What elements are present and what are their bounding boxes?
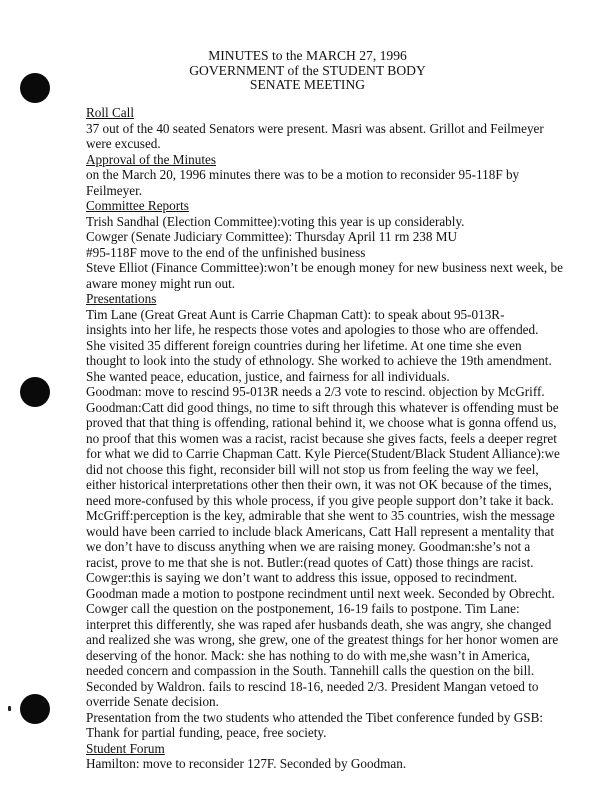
body-line: 37 out of the 40 seated Senators were present. Masri was absent. Grillot and Feilmeyer <box>86 120 544 136</box>
body-line: insights into her life, he respects those votes and apologies to those who are offended. <box>86 322 539 337</box>
body-line: need more-confused by this whole process, if you give people support don’t take it back. <box>86 492 554 508</box>
title-line-3: SENATE MEETING <box>249 77 366 92</box>
body-line: no proof that this women was a racist, racist because she gives facts, feels a deeper regret <box>86 430 557 446</box>
body-line: would have been carried to include black Americans, Catt Hall represent a mentality that <box>86 523 554 539</box>
body-line: on the March 20, 1996 minutes there was to be a motion to reconsider 95-118F by <box>86 167 520 182</box>
body-line: aware money might run out. <box>86 275 236 291</box>
body-line: She visited 35 different foreign countries during her lifetime. At one time she even <box>86 337 522 353</box>
body-line: Goodman made a motion to postpone recindment until next week. Seconded by Obrecht. <box>86 585 555 601</box>
binder-hole-middle <box>20 377 50 407</box>
body-line: She wanted peace, education, justice, and fairness for all individuals. <box>86 368 450 384</box>
body-line: either historical interpretations other then their own, it was not OK because of the times, <box>86 477 552 492</box>
section-heading: Committee Reports <box>86 198 189 213</box>
binder-hole-bottom <box>20 694 50 724</box>
body-line: were excused. <box>86 136 161 151</box>
minutes-body <box>86 105 606 772</box>
body-line: Goodman:Catt did good things, no time to sift through this whatever is offending must be <box>86 399 559 415</box>
body-line: Feilmeyer. <box>86 182 143 198</box>
body-line: Steve Elliot (Finance Committee):won’t be enough money for new business next week, be <box>86 260 563 275</box>
body-line: override Senate decision. <box>86 694 219 709</box>
body-line: Tim Lane (Great Great Aunt is Carrie Chapman Catt): to speak about 95-013R- <box>86 306 505 322</box>
section-heading: Roll Call <box>86 105 134 120</box>
body-line: deserving of the honor. Mack: she has nothing to do with me,she wasn’t in America, <box>86 647 531 663</box>
body-line: interpret this differently, she was raped afer husbands death, she was angry, she changed <box>86 616 552 632</box>
title-line-2: GOVERNMENT of the STUDENT BODY <box>189 62 426 78</box>
body-line: needed concern and compassion in the South. Tannehill calls the question on the bill. <box>86 663 535 678</box>
body-line: Hamilton: move to reconsider 127F. Seconded by Goodman. <box>86 756 407 771</box>
scan-mark <box>8 706 11 711</box>
body-line: Cowger call the question on the postponement, 16-19 fails to postpone. Tim Lane: <box>86 601 520 616</box>
body-line: for what we did to Carrie Chapman Catt. Kyle Pierce(Student/Black Student Alliance):we <box>86 446 560 461</box>
body-line: Seconded by Waldron. fails to rescind 18-16, needed 2/3. President Mangan vetoed to <box>86 678 539 694</box>
body-line: proved that that thing is offending, rational behind it, we choose what is gonna offend us, <box>86 415 557 430</box>
body-line: thought to look into the study of ethnology. She worked to achieve the 19th amendment. <box>86 353 552 368</box>
title-line-1: MINUTES to the MARCH 27, 1996 <box>208 48 407 63</box>
body-line: Thank for partial funding, peace, free society. <box>86 725 327 740</box>
document-title <box>0 49 615 93</box>
body-line: #95-118F move to the end of the unfinished business <box>86 244 366 260</box>
body-line: Cowger (Senate Judiciary Committee): Thursday April 11 rm 238 MU <box>86 229 458 244</box>
body-line: McGriff:perception is the key, admirable that she went to 35 countries, wish the message <box>86 508 555 523</box>
section-heading: Approval of the Minutes <box>86 151 217 167</box>
section-heading: Presentations <box>86 291 157 306</box>
body-line: and realized she was wrong, she grew, one of the greatest things for her honor women are <box>86 632 559 647</box>
body-line: Presentation from the two students who attended the Tibet conference funded by GSB: <box>86 709 544 725</box>
body-line: Cowger:this is saying we don’t want to address this issue, opposed to recindment. <box>86 570 518 585</box>
section-heading: Student Forum <box>86 740 165 756</box>
body-line: Trish Sandhal (Election Committee):voting this year is up considerably. <box>86 213 465 229</box>
body-line: did not choose this fight, reconsider bill will not stop us from feeling the way we feel, <box>86 461 539 477</box>
body-line: Goodman: move to rescind 95-013R needs a 2/3 vote to rescind. objection by McGriff. <box>86 384 545 399</box>
body-line: racist, prove to me that she is not. Butler:(read quotes of Catt) those things are racist. <box>86 554 534 570</box>
body-line: we don’t have to discuss anything when we are raising money. Goodman:she’s not a <box>86 539 531 554</box>
